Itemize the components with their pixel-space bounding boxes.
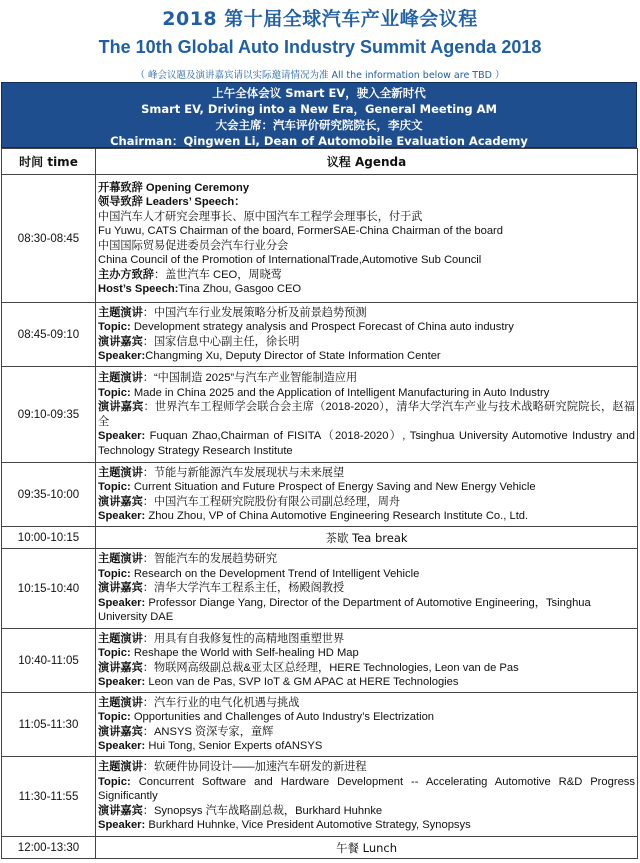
break-cell: 午餐 Lunch (96, 837, 638, 859)
agenda-cell (96, 303, 638, 367)
label: Speaker: (98, 596, 146, 609)
time-cell: 11:05-11:30 (2, 693, 96, 757)
title-english: The 10th Global Auto Industry Summit Agenda 2018 (98, 37, 542, 57)
text: Fu Yuwu, CATS Chairman of the board, FormerSAE-China Chairman of the board (98, 225, 504, 237)
text: ：盖世汽车 CEO，周晓莺 (153, 268, 282, 281)
text: Burkhard Huhnke, Vice President Automotive Strategy, Synopsys (145, 819, 471, 832)
table-row (2, 175, 638, 303)
text: 中国汽车人才研究会理事长、原中国汽车工程学会理事长，付于武 (98, 210, 423, 223)
agenda-cell (96, 367, 638, 463)
chairman-cn: 大会主席：汽车评价研究院院长，李庆文 (215, 118, 423, 132)
agenda-cell (96, 549, 638, 629)
text: ：物联网高级副总裁&亚太区总经理，HERE Technologies, Leon van de Pas (142, 661, 519, 674)
label: 主题演讲 (98, 306, 143, 319)
time-cell: 11:30-11:55 (2, 757, 96, 837)
text: Reshape the World with Self-healing HD Map (130, 647, 359, 659)
text: Tina Zhou, Gasgoo CEO (178, 283, 302, 295)
session-title-cn: 上午全体会议 Smart EV，驶入全新时代 (212, 86, 426, 100)
text: ：软硬件协同设计——加速汽车研发的新进程 (142, 761, 367, 774)
table-row (2, 303, 638, 367)
label: Topic: (98, 386, 131, 399)
table-header-row (2, 149, 638, 175)
label: 领导致辞 (98, 196, 143, 208)
label: 主题演讲 (98, 372, 143, 384)
table-row (2, 629, 638, 693)
text: Opening Ceremony (142, 181, 250, 194)
label: Topic: (98, 647, 131, 659)
label: Speaker: (98, 676, 146, 688)
text: Opportunities and Challenges of Auto Industry’s Electrization (130, 711, 435, 723)
time-cell: 10:40-11:05 (2, 629, 96, 693)
label: Topic: (98, 481, 131, 493)
time-cell: 09:35-10:00 (2, 463, 96, 527)
time-cell: 09:10-09:35 (2, 367, 96, 463)
table-row (2, 693, 638, 757)
text: ：世界汽车工程师学会联合会主席（2018-2020），清华大学汽车产业与技术战略研究院院长，赵福全 (98, 401, 635, 428)
time-cell: 10:15-10:40 (2, 549, 96, 629)
text: ：Synopsys 汽车战略副总裁，Burkhard Huhnke (142, 804, 383, 817)
text: Fuquan Zhao,Chairman of FISITA（2018-2020）, Tsinghua University Automotive Industry and Technology Strategy Research Institute (98, 430, 635, 457)
label: Speaker: (98, 430, 146, 442)
table-row (2, 757, 638, 837)
time-cell: 10:00-10:15 (2, 527, 96, 549)
text: Current Situation and Future Prospect of Energy Saving and New Energy Vehicle (130, 481, 536, 493)
label: 开幕致辞 (98, 181, 143, 194)
title-chinese: 2018 第十届全球汽车产业峰会议程 (162, 8, 478, 30)
label: 主题演讲 (98, 466, 143, 479)
col-header-agenda: 议程 Agenda (96, 149, 638, 175)
table-row (2, 463, 638, 527)
table-row (2, 527, 638, 549)
break-cell: 茶歇 Tea break (96, 527, 638, 549)
text: Changming Xu, Deputy Director of State Information Center (145, 350, 441, 362)
agenda-cell (96, 629, 638, 693)
label: Speaker: (98, 819, 146, 832)
text: Professor Diange Yang, Director of the Department of Automotive Engineering，Tsinghua University DAE (98, 596, 591, 624)
label: 演讲嘉宾 (98, 661, 143, 674)
table-row (2, 837, 638, 859)
text: ：国家信息中心副主任，徐长明 (142, 335, 300, 348)
text: ：节能与新能源汽车发展现状与未来展望 (142, 466, 345, 479)
label: Topic: (98, 321, 131, 333)
text: ：“中国制造 2025”与汽车产业智能制造应用 (142, 372, 358, 384)
label: 主题演讲 (98, 632, 143, 645)
text: ：用具有自我修复性的高精地图重塑世界 (142, 632, 345, 645)
text: Leon van de Pas, SVP IoT & GM APAC at HERE Technologies (145, 676, 459, 688)
agenda-cell (96, 693, 638, 757)
label: 演讲嘉宾 (98, 335, 143, 348)
text: 中国国际贸易促进委员会汽车行业分会 (98, 239, 289, 252)
label: Topic: (98, 775, 131, 788)
time-cell: 12:00-13:30 (2, 837, 96, 859)
label: Topic: (98, 711, 131, 723)
agenda-cell (96, 757, 638, 837)
label: 演讲嘉宾 (98, 804, 143, 817)
agenda-cell (96, 463, 638, 527)
text: ：中国汽车行业发展策略分析及前景趋势预测 (142, 306, 367, 319)
session-banner (1, 82, 637, 148)
session-title-en: Smart EV, Driving into a New Era，General Meeting AM (141, 102, 497, 116)
text: Zhou Zhou, VP of China Automotive Engineering Research Institute Co., Ltd. (145, 510, 529, 522)
label: Speaker: (98, 350, 146, 362)
label: 演讲嘉宾 (98, 582, 143, 595)
label: 演讲嘉宾 (98, 725, 143, 738)
text: ：清华大学汽车工程系主任，杨殿阁教授 (142, 582, 345, 595)
time-cell: 08:30-08:45 (2, 175, 96, 303)
text: Development strategy analysis and Prospect Forecast of China auto industry (130, 321, 514, 333)
label: Speaker: (98, 740, 146, 752)
table-row (2, 549, 638, 629)
text: Hui Tong, Senior Experts ofANSYS (145, 740, 323, 752)
text: ：智能汽车的发展趋势研究 (142, 553, 278, 566)
agenda-table (1, 148, 638, 859)
text: Leaders’ Speech： (142, 196, 246, 208)
col-header-time: 时间 time (2, 149, 96, 175)
text: Research on the Development Trend of Intelligent Vehicle (130, 567, 420, 580)
text: ：中国汽车工程研究院股份有限公司副总经理，周舟 (142, 495, 401, 508)
text: ：汽车行业的电气化机遇与挑战 (142, 696, 300, 709)
label: Speaker: (98, 510, 146, 522)
table-row (2, 367, 638, 463)
label: Host’s Speech: (98, 283, 179, 295)
label: 主题演讲 (98, 553, 143, 566)
label: Topic: (98, 567, 131, 580)
label: 主题演讲 (98, 761, 143, 774)
label: 演讲嘉宾 (98, 495, 143, 508)
chairman-en: Chairman：Qingwen Li, Dean of Automobile Evaluation Academy (110, 134, 528, 148)
label: 主题演讲 (98, 696, 143, 709)
label: 主办方致辞 (98, 268, 154, 281)
text: Concurrent Software and Hardware Development -- Accelerating Automotive R&D Progress Significantly (98, 775, 635, 803)
tbd-note: （ 峰会议题及演讲嘉宾请以实际邀请情况为准 All the information below are TBD ） (135, 70, 505, 81)
time-cell: 08:45-09:10 (2, 303, 96, 367)
agenda-cell (96, 175, 638, 303)
text: China Council of the Promotion of InternationalTrade,Automotive Sub Council (98, 254, 482, 266)
label: 演讲嘉宾 (98, 401, 144, 413)
text: Made in China 2025 and the Application of Intelligent Manufacturing in Auto Industry (130, 386, 550, 399)
text: ：ANSYS 资深专家，童辉 (142, 725, 274, 738)
